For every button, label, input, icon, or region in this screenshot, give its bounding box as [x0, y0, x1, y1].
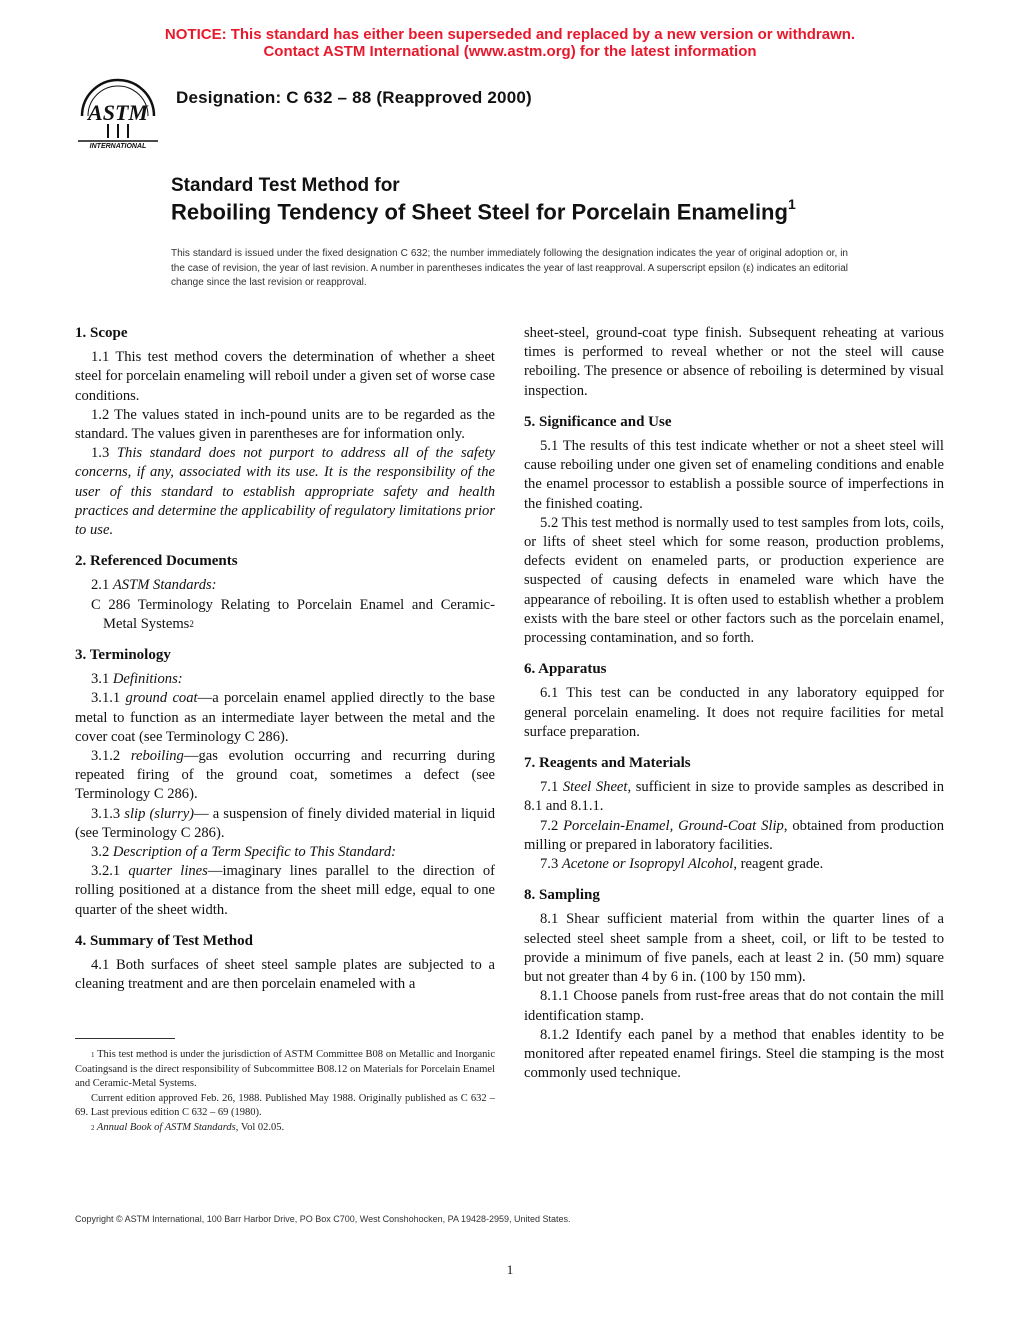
intro-paragraph: This standard is issued under the fixed designation C 632; the number immediately following the designation indicates the year of original adoption or, in the case of revision, the year of last revision. A number in parentheses indicates the year of last reapproval. A superscript epsilon (ε) indicates an editorial change since the last revision or reapproval.: [171, 248, 848, 288]
para-4-1-start: 4.1 Both surfaces of sheet steel sample plates are subjected to a cleaning treatment and are then porcelain enameled with a: [75, 957, 495, 993]
para-3-1-2-number: 3.1.2: [91, 748, 131, 765]
para-5-1: 5.1 The results of this test indicate whether or not a sheet steel will cause reboiling under one given set of enameling conditions and enable the enamel processor to establish a possible source of imperfections in the finished coating.: [524, 438, 944, 512]
footnote-1-edition: Current edition approved Feb. 26, 1988. Published May 1988. Originally published as C 632 – 69. Last previous edition C 632 – 69 (1980).: [75, 1092, 495, 1118]
para-7-3: [524, 855, 944, 874]
para-2-1-text: ASTM Standards:: [112, 577, 217, 594]
para-8-1-2: 8.1.2 Identify each panel by a method that enables identity to be monitored after repeated enamel firings. Steel die stamping is the most commonly used technique.: [524, 1026, 944, 1082]
section-3-heading: 3. Terminology: [75, 647, 171, 664]
term-ground-coat-slip: Porcelain-Enamel, Ground-Coat Slip: [563, 817, 784, 834]
para-3-1-3: [75, 805, 495, 843]
para-8-1-1: 8.1.1 Choose panels from rust-free areas that do not contain the mill identification stamp.: [524, 988, 944, 1024]
para-5-2: 5.2 This test method is normally used to test samples from lots, coils, or lifts of sheet steel which for some reason, production problems, defects evident on enameled parts, or production experience are suspected of causing defects in enameled ware which have the appearance of reboiling. It is often used to establish whether a problem exists with the bare steel or other factors such as the porcelain enamel, processing contamination, and so forth.: [524, 514, 944, 647]
para-3-1-2: [75, 747, 495, 805]
para-3-2-text: Description of a Term Specific to This Standard:: [112, 844, 396, 861]
para-3-1-3-number: 3.1.3: [91, 805, 125, 822]
withdrawal-notice: [0, 26, 1020, 60]
para-1-3-text: This standard does not purport to address all of the safety concerns, if any, associated with its use. It is the responsibility of the user of this standard to establish appropriate safety and health practices and determine the applicability of regulatory limitations prior to use.: [75, 445, 495, 539]
term-acetone: Acetone or Isopropyl Alcohol: [561, 856, 734, 873]
para-7-1: [524, 778, 944, 816]
logo-caption: INTERNATIONAL: [89, 143, 147, 150]
reference-c286: [75, 596, 495, 634]
notice-line-1: NOTICE: This standard has either been superseded and replaced by a new version or withdrawn.: [164, 26, 856, 43]
title-footnote-mark: 1: [787, 196, 796, 212]
para-3-1-3-text: — a suspension of finely divided material in liquid (see Terminology C 286).: [75, 805, 496, 841]
para-3-1-1-number: 3.1.1: [91, 690, 126, 707]
section-6-heading: 6. Apparatus: [524, 661, 607, 678]
para-3-1-text: Definitions:: [112, 671, 183, 688]
para-1-3: [75, 444, 495, 540]
copyright-line: Copyright © ASTM International, 100 Barr Harbor Drive, PO Box C700, West Conshohocken, PA 19428-2959, United States.: [75, 1214, 571, 1224]
left-column: [75, 324, 495, 995]
para-7-2-text: , obtained from production milling or prepared in laboratory facilities.: [524, 817, 944, 853]
para-3-2-number: 3.2: [91, 844, 113, 861]
footnotes: [75, 1048, 495, 1135]
footnote-2-italic: Annual Book of ASTM Standards: [94, 1121, 236, 1133]
section-4-heading: 4. Summary of Test Method: [75, 932, 253, 949]
astm-logo: [74, 76, 162, 150]
title-line-1: Standard Test Method for: [171, 175, 400, 196]
footnote-divider: [75, 1038, 175, 1039]
para-3-2-1: [75, 862, 495, 920]
para-3-2: [75, 843, 495, 862]
footnote-2: [75, 1121, 495, 1136]
para-2-1: [75, 576, 495, 595]
para-6-1: 6.1 This test can be conducted in any laboratory equipped for general porcelain enameling. It does not require facilities for metal surface preparation.: [524, 685, 944, 740]
designation: Designation: C 632 – 88 (Reapproved 2000): [176, 88, 532, 107]
para-1-3-number: 1.3: [91, 445, 117, 462]
reference-text: C 286 Terminology Relating to Porcelain Enamel and Ceramic-Metal Systems: [91, 596, 495, 632]
term-reboiling: reboiling: [130, 748, 184, 765]
logo-letters: ASTM: [88, 100, 148, 125]
section-8-heading: 8. Sampling: [524, 887, 600, 904]
para-7-1-text: , sufficient in size to provide samples as described in 8.1 and 8.1.1.: [524, 779, 944, 815]
title-line-2: [171, 198, 796, 225]
footnote-1-mark: 1: [91, 1051, 95, 1059]
para-7-3-text: , reagent grade.: [733, 856, 824, 873]
title-main: Reboiling Tendency of Sheet Steel for Porcelain Enameling: [171, 199, 788, 225]
para-8-1: 8.1 Shear sufficient material from within the quarter lines of a selected steel sheet sample from a sheet, coil, or lift to be tested to provide a minimum of five panels, each at least 2 in. (50 mm) square but not greater than 4 by 6 in. (100 by 150 mm).: [524, 911, 944, 986]
term-slip: slip (slurry): [124, 805, 195, 822]
footnote-1: [75, 1048, 495, 1092]
para-3-1-2-text: —gas evolution occurring and recurring during repeated firing of the ground coat, sometimes a defect (see Terminology C 286).: [75, 748, 495, 803]
para-2-1-number: 2.1: [91, 577, 113, 594]
footnote-2-mark: 2: [91, 1123, 95, 1132]
section-7-heading: 7. Reagents and Materials: [524, 755, 691, 772]
page-number: 1: [506, 1262, 514, 1277]
para-7-2: [524, 817, 944, 855]
para-3-1-1: [75, 689, 495, 747]
para-3-1-number: 3.1: [91, 671, 113, 688]
para-1-2: 1.2 The values stated in inch-pound units are to be regarded as the standard. The values given in parentheses are for information only.: [75, 406, 495, 443]
para-7-1-number: 7.1: [540, 779, 563, 796]
para-7-2-number: 7.2: [540, 817, 564, 834]
para-4-1-continued: sheet-steel, ground-coat type finish. Subsequent reheating at various times is performed to reveal whether or not the steel will cause reboiling. The presence or absence of reboiling is determined by visual inspection.: [524, 325, 944, 399]
reference-footnote-mark: 2: [189, 618, 194, 629]
notice-line-2: Contact ASTM International (www.astm.org) for the latest information: [263, 43, 757, 60]
footnote-2-text: , Vol 02.05.: [235, 1121, 285, 1133]
para-3-2-1-text: —imaginary lines parallel to the direction of rolling positioned at a distance from the sheet mill edge, equal to one quarter of the sheet width.: [75, 863, 495, 918]
footnote-1-text: This test method is under the jurisdiction of ASTM Committee B08 on Metallic and Inorganic Coatingsand is the direct responsibility of Subcommittee B08.12 on Materials for Porcelain Enamel and Ceramic-Metal Systems.: [75, 1049, 495, 1089]
para-3-1: [75, 670, 495, 689]
para-7-3-number: 7.3: [540, 856, 562, 873]
section-2-heading: 2. Referenced Documents: [75, 553, 238, 570]
para-3-2-1-number: 3.2.1: [91, 863, 129, 880]
section-5-heading: 5. Significance and Use: [524, 413, 672, 430]
right-column: [524, 324, 944, 1083]
term-ground-coat: ground coat: [125, 690, 198, 707]
section-1-heading: 1. Scope: [75, 325, 128, 341]
para-1-1: 1.1 This test method covers the determination of whether a sheet steel for porcelain enameling will reboil under a given set of worse case conditions.: [75, 349, 495, 404]
para-3-1-1-text: —a porcelain enamel applied directly to the base metal to function as an intermediate layer between the metal and the cover coat (see Terminology C 286).: [75, 690, 495, 745]
term-quarter-lines: quarter lines: [128, 863, 208, 880]
term-steel-sheet: Steel Sheet: [562, 779, 628, 796]
